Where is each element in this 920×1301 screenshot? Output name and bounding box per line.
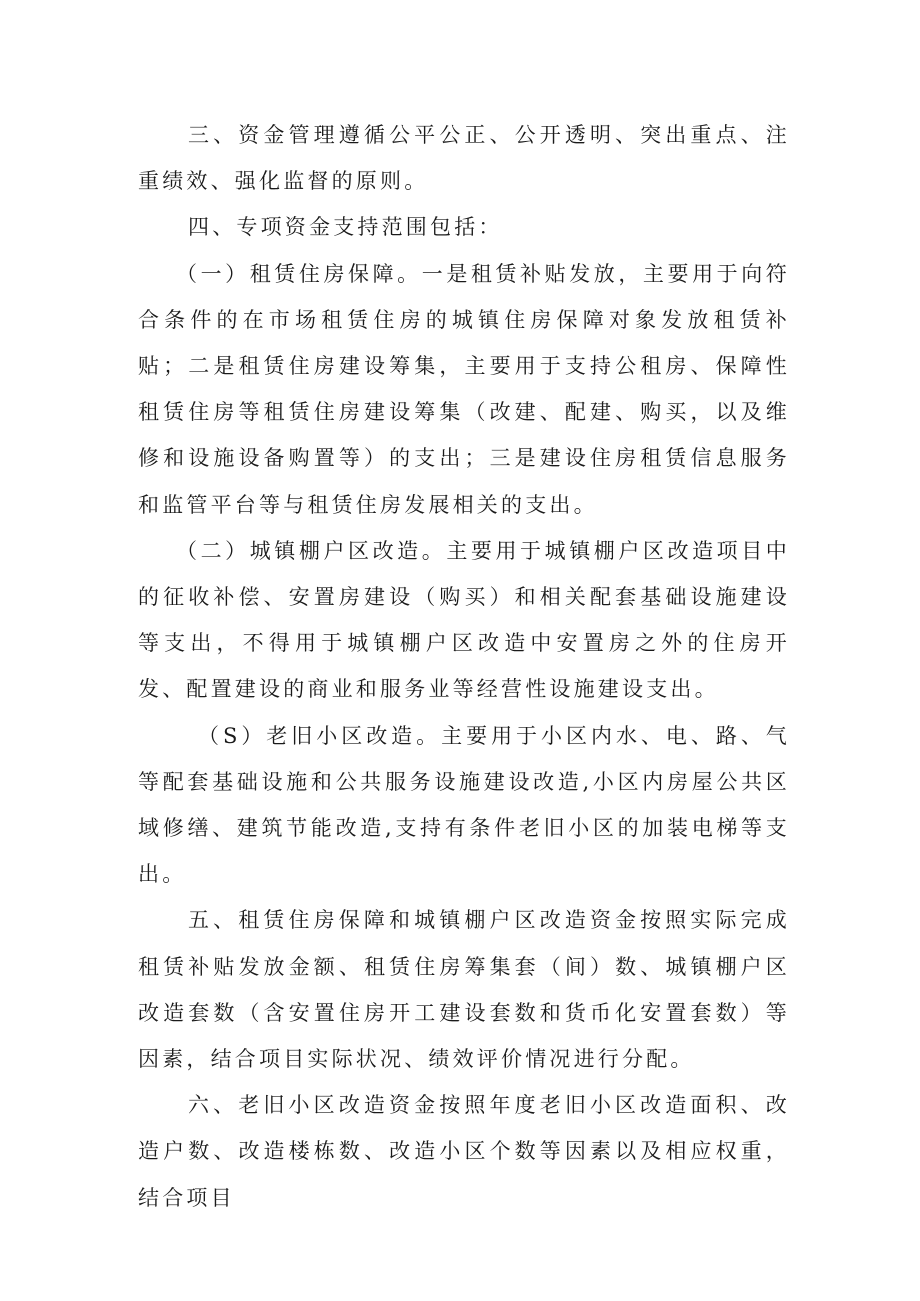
paragraph-allocation-old-community: 六、老旧小区改造资金按照年度老旧小区改造面积、改造户数、改造楼栋数、改造小区个数等因素以及相应权重，结合项目 (138, 1093, 790, 1210)
paragraph-allocation-rental: 五、租赁住房保障和城镇棚户区改造资金按照实际完成租赁补贴发放金额、租赁住房筹集套（间）数、城镇棚户区改造套数（含安置住房开工建设套数和货币化安置套数）等因素，结合项目实际状况、绩效评价情况进行分配。 (138, 908, 790, 1072)
paragraph-rental-housing: （一）租赁住房保障。一是租赁补贴发放，主要用于向符合条件的在市场租赁住房的城镇住房保障对象发放租赁补贴；二是租赁住房建设筹集，主要用于支持公租房、保障性租赁住房等租赁住房建设筹集（改建、配建、购买，以及维修和设施设备购置等）的支出；三是建设住房租赁信息服务和监管平台等与租赁住房发展相关的支出。 (138, 261, 790, 517)
paragraph-scope-heading: 四、专项资金支持范围包括： (188, 215, 503, 240)
document-page (138, 112, 790, 1221)
paragraph-shantytown: （二）城镇棚户区改造。主要用于城镇棚户区改造项目中的征收补偿、安置房建设（购买）和相关配套基础设施建设等支出，不得用于城镇棚户区改造中安置房之外的住房开发、配置建设的商业和服务业等经营性设施建设支出。 (138, 538, 790, 702)
paragraph-principles: 三、资金管理遵循公平公正、公开透明、突出重点、注重绩效、强化监督的原则。 (138, 123, 790, 194)
paragraph-old-community: （S）老旧小区改造。主要用于小区内水、电、路、气等配套基础设施和公共服务设施建设改造,小区内房屋公共区域修缮、建筑节能改造,支持有条件老旧小区的加装电梯等支出。 (138, 723, 790, 887)
